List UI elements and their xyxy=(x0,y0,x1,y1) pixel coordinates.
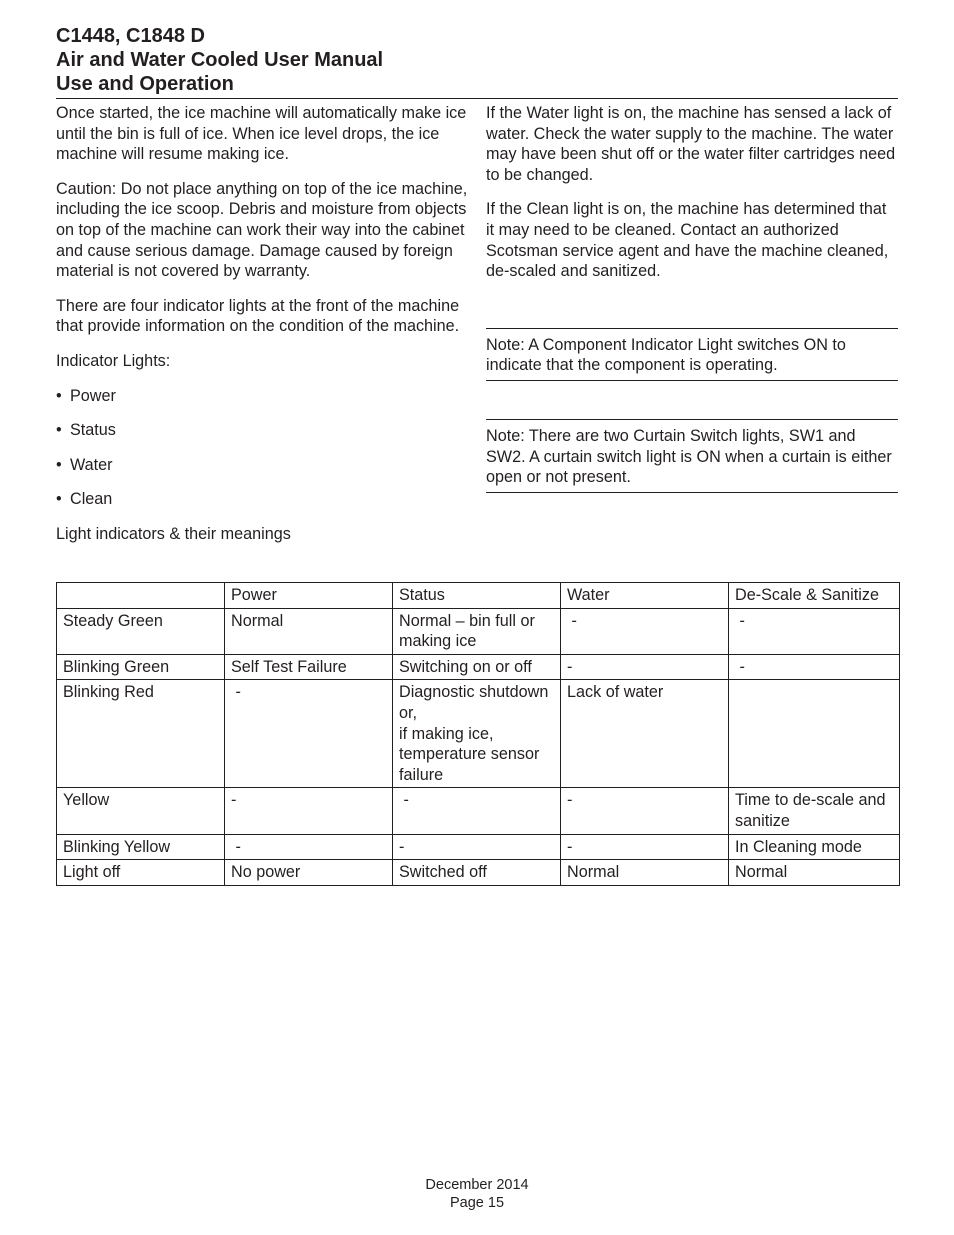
table-cell: - xyxy=(225,788,393,834)
table-header-cell: Power xyxy=(225,583,393,609)
table-cell: Yellow xyxy=(57,788,225,834)
table-cell: - xyxy=(225,834,393,860)
component-light-note: Note: A Component Indicator Light switches ON to indicate that the component is operating. xyxy=(486,328,898,381)
table-cell: Switching on or off xyxy=(393,654,561,680)
indicator-paragraph: There are four indicator lights at the front of the machine that provide information on the condition of the machine. xyxy=(56,296,460,336)
caution-paragraph: Caution: Do not place anything on top of the ice machine, including the ice scoop. Debris and moisture from objects on top of the machine can work their way into the cabinet and cause serious damage. Damage caused by foreign material is not covered by warranty. xyxy=(56,179,468,281)
list-item: • Power xyxy=(56,386,116,405)
page-number: Page 15 xyxy=(449,1195,505,1211)
table-cell: Time to de-scale and sanitize xyxy=(729,788,900,834)
table-cell: Normal xyxy=(561,860,729,886)
table-cell: - xyxy=(561,788,729,834)
water-light-paragraph: If the Water light is on, the machine has sensed a lack of water. Check the water supply to the machine. The water may have been shut off or the water filter cartridges need to be changed. xyxy=(486,104,896,184)
table-cell: - xyxy=(561,654,729,680)
table-cell: Light off xyxy=(57,860,225,886)
list-item: • Water xyxy=(56,455,113,474)
table-caption: Light indicators & their meanings xyxy=(56,524,291,543)
table-header-cell: De-Scale & Sanitize xyxy=(729,583,900,609)
table-cell xyxy=(729,680,900,788)
table-cell: Switched off xyxy=(393,860,561,886)
right-column xyxy=(486,103,898,493)
clean-light-paragraph: If the Clean light is on, the machine has determined that it may need to be cleaned. Contact an authorized Scotsman service agent and have the machine cleaned, de-scaled and sanitized. xyxy=(486,200,889,281)
table-row xyxy=(57,788,900,834)
table-row xyxy=(57,860,900,886)
table-cell: Steady Green xyxy=(57,608,225,654)
indicator-lights-table xyxy=(56,582,900,886)
list-item: • Status xyxy=(56,421,116,440)
table-cell: Diagnostic shutdown or, if making ice, temperature sensor failure xyxy=(393,680,561,788)
table-header-cell xyxy=(57,583,225,609)
page-footer xyxy=(0,1176,954,1212)
table-cell: - xyxy=(729,608,900,654)
table-row xyxy=(57,834,900,860)
table-cell: Lack of water xyxy=(561,680,729,788)
table-cell: Normal xyxy=(225,608,393,654)
list-item: • Clean xyxy=(56,490,113,509)
table-cell: Blinking Red xyxy=(57,680,225,788)
table-cell: Blinking Green xyxy=(57,654,225,680)
footer-date: December 2014 xyxy=(425,1177,529,1193)
page-header xyxy=(56,24,898,99)
table-header-cell: Status xyxy=(393,583,561,609)
table-cell: - xyxy=(561,834,729,860)
table-cell: - xyxy=(225,680,393,788)
table-header-row xyxy=(57,583,900,609)
left-column xyxy=(56,103,468,559)
table-row xyxy=(57,608,900,654)
table-cell: Blinking Yellow xyxy=(57,834,225,860)
manual-title: Air and Water Cooled User Manual xyxy=(56,49,384,71)
table-cell: - xyxy=(561,608,729,654)
model-title: C1448, C1848 D xyxy=(56,25,205,47)
table-cell: - xyxy=(729,654,900,680)
table-header-cell: Water xyxy=(561,583,729,609)
table-row xyxy=(57,680,900,788)
table-cell: - xyxy=(393,834,561,860)
table-cell: Normal xyxy=(729,860,900,886)
table-cell: No power xyxy=(225,860,393,886)
table-cell: In Cleaning mode xyxy=(729,834,900,860)
indicator-heading: Indicator Lights: xyxy=(56,351,171,370)
table-row xyxy=(57,654,900,680)
curtain-switch-note: Note: There are two Curtain Switch lights, SW1 and SW2. A curtain switch light is ON when a curtain is either open or not present. xyxy=(486,419,898,493)
intro-paragraph: Once started, the ice machine will automatically make ice until the bin is full of ice. When ice level drops, the ice machine will resume making ice. xyxy=(56,104,467,164)
section-title: Use and Operation xyxy=(56,73,234,95)
table-cell: Normal – bin full or making ice xyxy=(393,608,561,654)
table-cell: - xyxy=(393,788,561,834)
table-cell: Self Test Failure xyxy=(225,654,393,680)
